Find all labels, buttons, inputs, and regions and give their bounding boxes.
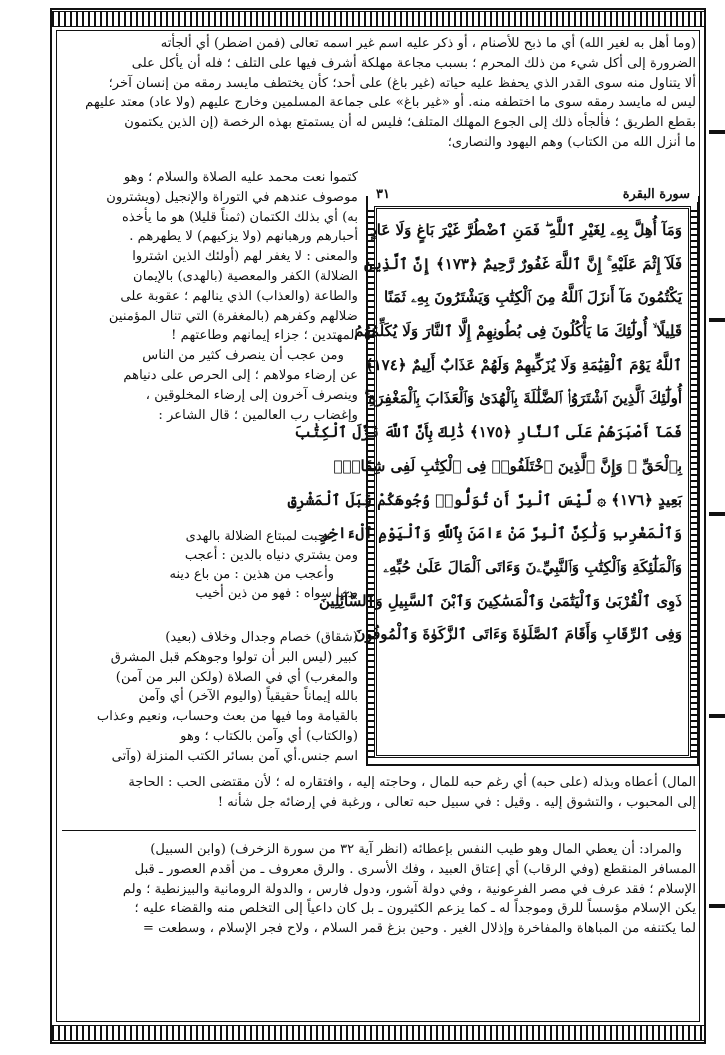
commentary-line: والطاعة (والعذاب) الذي ينالهم ؛ عقوبة على <box>120 288 358 304</box>
commentary-line: ومن عجب أن ينصرف كثير من الناس <box>142 348 344 364</box>
commentary-line: والمغرب) أي في الصلاة (ولكن البر من آمن) <box>115 669 358 685</box>
top-commentary <box>62 34 696 153</box>
surah-header <box>368 186 698 202</box>
commentary-line: (شقاق) خصام وجدال وخلاف (بعيد) <box>165 630 358 645</box>
commentary-line: موصوف عندهم في التوراة والإنجيل (ويشترون <box>106 189 358 205</box>
under-commentary <box>62 773 696 813</box>
commentary-line: (والكتاب) أي وآمن بالكتاب ؛ وهو <box>180 728 358 744</box>
quran-line: وَفِى ٱلرِّقَابِ وَأَقَامَ ٱلصَّلَوٰةَ وَءَاتَى ٱلزَّكَوٰةَ وَٱلْمُوفُونَ <box>354 625 682 644</box>
bottom-commentary <box>62 840 696 939</box>
commentary-line: كتموا نعت محمد عليه الصلاة والسلام ؛ وهو <box>123 170 358 185</box>
quran-line: فَمَآ أَصْبَرَهُمْ عَلَى ٱلنَّارِ ﴿١٧٥﴾ ذَٰلِكَ بِأَنَّ ٱللَّهَ نَزَّلَ ٱلْكِتَٰبَ <box>294 423 682 442</box>
poem-hemistich: ومن يشتري دنياه بالدين : أعجب <box>184 548 358 563</box>
commentary-line: لما يكتنفه من المباهاة والمفاخرة وإذلال الغير . وحين بزغ قمر السلام ، ولاح فجر الإسلام ، وسطعت = <box>142 921 696 937</box>
commentary-line: ليس له مايسد رمقه سوى ما اختطفه منه. أو «غير باغ» على جماعة المسلمين وخارج عليهم (ولا عاد) معتد عليهم <box>85 95 696 111</box>
quran-line: بَعِيدٍ ﴿١٧٦﴾ ۞ لَّيْسَ ٱلْبِرَّ أَن تُوَلُّوا۟ وُجُوهَكُمْ قِبَلَ ٱلْمَشْرِقِ <box>287 490 682 509</box>
poem-hemistich: عجبت لمبتاع الضلالة بالهدى <box>185 529 334 544</box>
quran-line: وَٱلْمَغْرِبِ وَلَٰكِنَّ ٱلْبِرَّ مَنْ ءَامَنَ بِٱللَّهِ وَٱلْيَوْمِ ٱلْءَاخِرِ <box>320 524 682 543</box>
margin-mark <box>709 318 725 322</box>
separator-rule <box>62 830 696 831</box>
quran-line: فَلَآ إِثْمَ عَلَيْهِ ۚ إِنَّ ٱللَّهَ غَفُورٌ رَّحِيمٌ ﴿١٧٣﴾ إِنَّ ٱلَّذِينَ <box>364 254 682 273</box>
commentary-line: الضلالة) الكفر والمعصية (بالهدى) بالإيمان <box>133 268 358 284</box>
poem-verse <box>62 527 358 546</box>
commentary-line: ما أنزل الله من الكتاب) وهم اليهود والنصارى؛ <box>447 134 696 150</box>
commentary-line: أحبارهم ورهبانهم (ولا يزكيهم) لا يطهرهم . <box>129 229 358 245</box>
commentary-line: والمعنى : لا يغفر لهم (أولئك الذين اشتروا <box>132 249 358 265</box>
quran-line: أُولَٰٓئِكَ ٱلَّذِينَ ٱشْتَرَوُا۟ ٱلضَّلَٰلَةَ بِٱلْهُدَىٰ وَٱلْعَذَابَ بِٱلْمَغْفِرَةِ ۚ <box>364 389 682 408</box>
top-ornamental-border <box>52 11 704 27</box>
commentary-line: ضلالهم وكفرهم (بالمغفرة) التي تنال المؤمنين <box>108 308 358 324</box>
quran-text <box>287 214 682 754</box>
quran-line: وَٱلْمَلَٰٓئِكَةِ وَٱلْكِتَٰبِ وَٱلنَّبِيِّۦنَ وَءَاتَى ٱلْمَالَ عَلَىٰ حُبِّهِۦ <box>383 557 682 576</box>
side-commentary <box>62 168 358 425</box>
poem-verse <box>62 584 358 603</box>
quran-frame-braid <box>691 206 697 758</box>
commentary-line: وينصرف آخرون إلى إرضاء المخلوقين ، <box>145 387 358 403</box>
page-number: ٣١ <box>376 186 390 202</box>
commentary-line: بالقيامة وما فيها من بعث وحساب، ونعيم وعذاب <box>96 709 358 725</box>
quran-line: يَكْتُمُونَ مَآ أَنزَلَ ٱللَّهُ مِنَ ٱلْكِتَٰبِ وَيَشْتَرُونَ بِهِۦ ثَمَنًا <box>383 288 682 307</box>
commentary-line: بقطع الطريق ؛ فألجأه ذلك إلى الجوع المهلك المتلف؛ فليس له أن يستمتع بهذه الرخصة (إن الذين يكتمون <box>124 115 696 131</box>
poem-hemistich: بدنيا سواه : فهو من ذين أخيب <box>195 586 358 601</box>
commentary-line: يكن الإسلام مؤسساً للرق وموجداً له ـ كما يزعم الكثيرون ـ بل كان داعياً إلى التخلص منه والقضاء عليه ؛ <box>134 901 696 917</box>
commentary-line: كبير (ليس البر أن تولوا وجوهكم قبل المشرق <box>110 649 358 665</box>
quran-line: بِٱلْحَقِّ ۗ وَإِنَّ ٱلَّذِينَ ٱخْتَلَفُوا۟ فِى ٱلْكِتَٰبِ لَفِى شِقَاقٍۭ <box>333 456 682 475</box>
commentary-line: المهتدين ؛ جزاء إيمانهم وطاعتهم ! <box>171 328 358 344</box>
commentary-line: بالله إيماناً حقيقياً (واليوم الآخر) أي وآمن <box>138 689 358 705</box>
poem-verse <box>62 565 358 584</box>
surah-name: سورة البقرة <box>622 186 690 202</box>
commentary-line: عن إرضاء مولاهم ؛ إلى الحرص على دنياهم <box>123 367 358 383</box>
commentary-line: والمراد: أن يعطي المال وهو طيب النفس بإعطائه (انظر آية ٣٢ من سورة الزخرف) (وابن السبيل) <box>150 842 682 857</box>
commentary-line: وإغضاب رب العالمين ؛ قال الشاعر : <box>158 407 358 423</box>
side-commentary-continued <box>62 628 358 767</box>
commentary-line: المال) أعطاه وبذله (على حبه) أي رغم حبه للمال ، وحاجته إليه ، وافتقاره له ؛ لأن مقتضى الحب : الحاجة <box>128 775 696 790</box>
poem <box>62 527 358 603</box>
quran-line: وَمَآ أُهِلَّ بِهِۦ لِغَيْرِ ٱللَّهِ ۖ فَمَنِ ٱضْطُرَّ غَيْرَ بَاغٍ وَلَا عَادٍ <box>370 221 682 239</box>
commentary-line: الإسلام ؛ فقد عرف في مصر الفرعونية ، وفي دولة آشور، ودول فارس ، والدولة الرومانية والبيزنطية ؛ ولم <box>122 881 696 897</box>
margin-mark <box>709 130 725 134</box>
quran-line: ٱللَّهُ يَوْمَ ٱلْقِيَٰمَةِ وَلَا يُزَكِّيهِمْ وَلَهُمْ عَذَابٌ أَلِيمٌ ﴿١٧٤﴾ <box>364 355 682 374</box>
commentary-line: إلى المحبوب ، والتشوق إليه . وقيل : في سبيل حبه تعالى ، ورغبة في إرضائه جل شأنه ! <box>217 794 696 810</box>
margin-mark <box>709 904 725 908</box>
commentary-line: اسم جنس.أي آمن بسائر الكتب المنزلة (وآتى <box>111 748 358 764</box>
quran-line: قَلِيلًا ۙ أُولَٰٓئِكَ مَا يَأْكُلُونَ فِى بُطُونِهِمْ إِلَّا ٱلنَّارَ وَلَا يُكَلِّمُهُمُ <box>354 322 682 341</box>
quran-line: ذَوِى ٱلْقُرْبَىٰ وَٱلْيَتَٰمَىٰ وَٱلْمَسَٰكِينَ وَٱبْنَ ٱلسَّبِيلِ وَٱلسَّآئِلِينَ <box>318 591 682 610</box>
commentary-line: الضرورة إلى أكل شيء من ذلك المحرم ؛ بسبب مجاعة مهلكة أشرف فيها على التلف ؛ فله أن يأكل على <box>131 55 696 71</box>
commentary-line: ألا يتناول منه سوى القدر الذي يحفظ عليه حياته (غير باغ) على أحد؛ كأن يختطف مايسد رمقه من إنسان آخر؛ <box>108 75 696 91</box>
commentary-line: المسافر المنقطع (وفي الرقاب) أي إعتاق العبيد ، وفك الأسرى . والرق معروف ـ من أقدم العصور ـ قبل <box>134 861 696 877</box>
poem-verse <box>62 546 358 565</box>
margin-mark <box>709 512 725 516</box>
bottom-ornamental-border <box>52 1025 704 1041</box>
poem-hemistich: وأعجب من هذين : من باع دينه <box>169 567 334 582</box>
commentary-line: (وما أهل به لغير الله) أي ما ذبح للأصنام ، أو ذكر عليه اسم غير اسمه تعالى (فمن اضطر) أي ألجأته <box>160 36 696 51</box>
commentary-line: به) أي بذلك الكتمان (ثمناً قليلا) هو ما يأخذه <box>121 209 358 225</box>
margin-mark <box>709 714 725 718</box>
